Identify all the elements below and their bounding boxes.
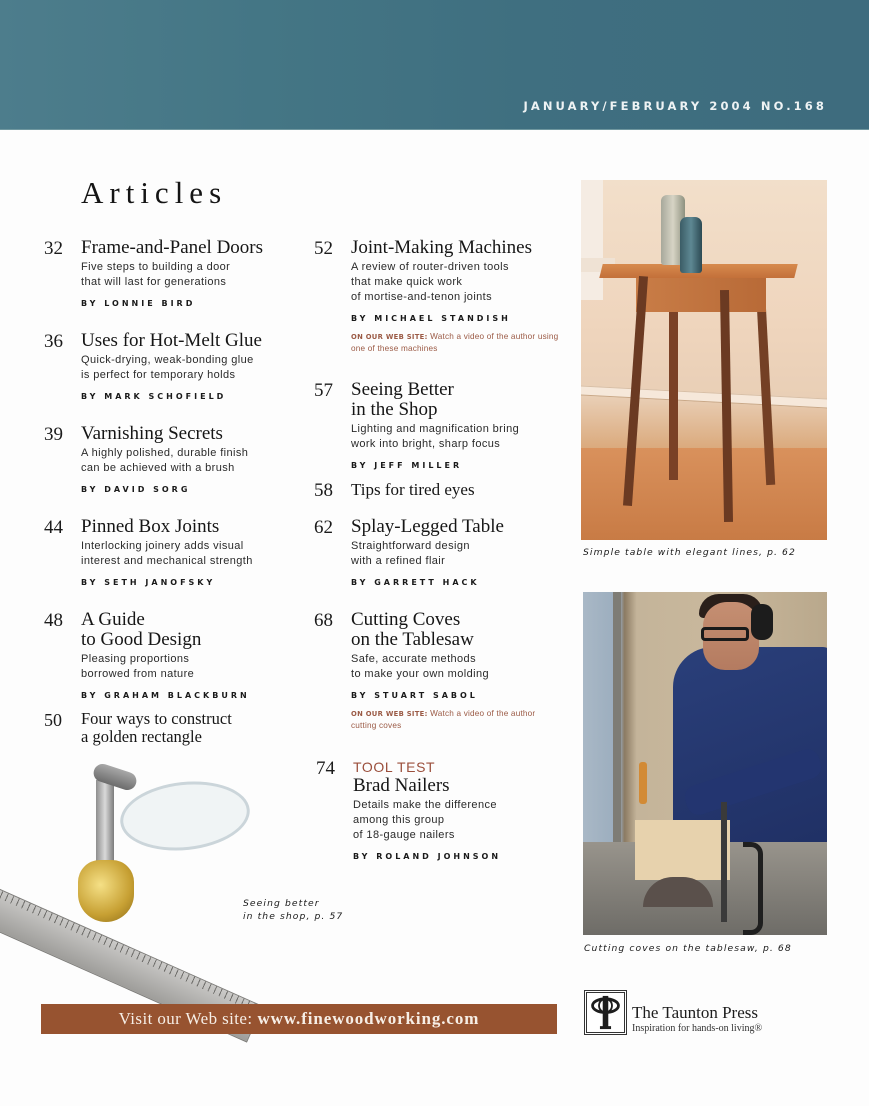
article-title: Brad Nailers: [353, 775, 450, 796]
article-title: Cutting Coves on the Tablesaw: [351, 609, 474, 650]
article-title: Joint-Making Machines: [351, 237, 533, 258]
article-description: Safe, accurate methods to make your own molding: [351, 653, 489, 680]
article-description: Details make the difference among this group of 18-gauge nailers: [353, 799, 497, 841]
article-title: Tips for tired eyes: [351, 480, 475, 499]
article-byline: BY STUART SABOL: [351, 691, 478, 700]
website-banner[interactable]: [41, 1004, 557, 1034]
article-byline: BY LONNIE BIRD: [81, 299, 196, 308]
taunton-logo-icon: [584, 990, 627, 1035]
article-byline: BY JEFF MILLER: [351, 461, 463, 470]
page-number: 52: [314, 238, 333, 259]
article-byline: BY MICHAEL STANDISH: [351, 314, 511, 323]
article-description: Interlocking joinery adds visual interest and mechanical strength: [81, 540, 253, 567]
magnifier-lens: [117, 775, 253, 856]
tablesaw-photo-caption: Cutting coves on the tablesaw, p. 68: [584, 943, 792, 954]
website-url-link[interactable]: www.finewoodworking.com: [257, 1009, 480, 1028]
page-number: 48: [44, 610, 63, 631]
website-prefix: Visit our Web site:: [118, 1009, 253, 1028]
page-number: 39: [44, 424, 63, 445]
article-title: Frame-and-Panel Doors: [81, 237, 264, 258]
article-description: A review of router-driven tools that make quick work of mortise-and-tenon joints: [351, 261, 509, 303]
article-title: Four ways to construct a golden rectangle: [81, 709, 232, 746]
article-byline: BY SETH JANOFSKY: [81, 578, 216, 587]
web-video-note[interactable]: ON OUR WEB SITE: Watch a video of the author using one of these machines: [351, 332, 559, 353]
page-number: 58: [314, 480, 333, 501]
header-banner: [0, 0, 869, 130]
web-note-label: ON OUR WEB SITE:: [351, 710, 428, 718]
department-kicker: TOOL TEST: [353, 759, 436, 775]
article-title: Pinned Box Joints: [81, 516, 220, 537]
tablesaw-photo: [583, 592, 827, 935]
article-title: Splay-Legged Table: [351, 516, 504, 537]
page-number: 50: [44, 710, 62, 730]
publisher-tagline: Inspiration for hands-on living®: [632, 1023, 763, 1034]
page-title: Articles: [81, 175, 228, 210]
magnifier-illustration: [0, 760, 270, 985]
article-description: Five steps to building a door that will last for generations: [81, 261, 231, 288]
article-byline: BY GARRETT HACK: [351, 578, 480, 587]
magnifier-caption: Seeing better in the shop, p. 57: [243, 898, 344, 922]
web-note-label: ON OUR WEB SITE:: [351, 333, 428, 341]
article-description: Pleasing proportions borrowed from nature: [81, 653, 195, 680]
publisher-logo: [584, 990, 784, 1036]
page-number: 44: [44, 517, 63, 538]
table-photo: [581, 180, 827, 540]
issue-date: JANUARY/FEBRUARY 2004 NO.168: [523, 99, 827, 113]
publisher-name: The Taunton Press: [632, 1003, 758, 1022]
article-byline: BY DAVID SORG: [81, 485, 191, 494]
page-number: 32: [44, 238, 63, 259]
article-byline: BY MARK SCHOFIELD: [81, 392, 227, 401]
page-number: 68: [314, 610, 333, 631]
page-number: 74: [316, 758, 335, 779]
article-description: Quick-drying, weak-bonding glue is perfect for temporary holds: [81, 354, 254, 381]
article-title: A Guide to Good Design: [81, 609, 202, 650]
article-title: Seeing Better in the Shop: [351, 379, 454, 420]
page-number: 62: [314, 517, 333, 538]
article-title: Varnishing Secrets: [81, 423, 223, 444]
web-video-note[interactable]: ON OUR WEB SITE: Watch a video of the author cutting coves: [351, 709, 536, 730]
article-description: Straightforward design with a refined flair: [351, 540, 470, 567]
article-description: Lighting and magnification bring work into bright, sharp focus: [351, 423, 520, 450]
article-title: Uses for Hot-Melt Glue: [81, 330, 262, 351]
article-byline: BY ROLAND JOHNSON: [353, 852, 502, 861]
page-number: 36: [44, 331, 63, 352]
table-photo-caption: Simple table with elegant lines, p. 62: [583, 547, 796, 558]
article-byline: BY GRAHAM BLACKBURN: [81, 691, 250, 700]
article-description: A highly polished, durable finish can be achieved with a brush: [81, 447, 249, 474]
page-number: 57: [314, 380, 333, 401]
